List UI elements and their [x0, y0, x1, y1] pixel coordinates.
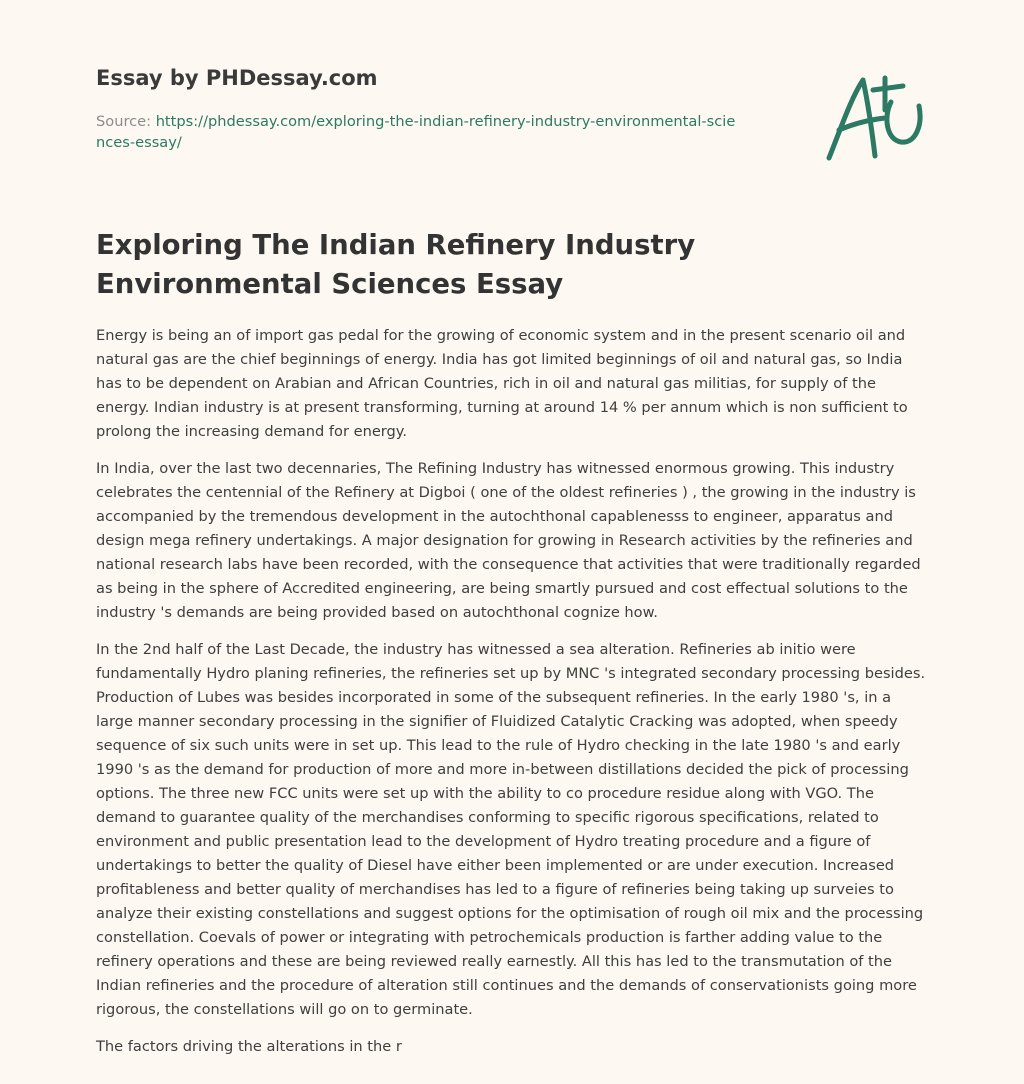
- essay-paragraph: Energy is being an of import gas pedal for the growing of economic system and in the present scenario oil and natural gas are the chief beginnings of energy. India has got limited beginnings of oil and natural gas, so India has to be dependent on Arabian and African Countries, rich in oil and natural gas militias, for supply of the energy. Indian industry is at present transforming, turning at around 14 % per annum which is non sufficient to prolong the increasing demand for energy.: [96, 327, 908, 440]
- source-label: Source:: [96, 113, 156, 130]
- site-title: Essay by PHDessay.com: [96, 66, 378, 90]
- essay-title: Exploring The Indian Refinery Industry Environmental Sciences Essay: [96, 229, 696, 300]
- essay-paragraph: The factors driving the alterations in the r: [96, 1038, 402, 1055]
- essay-body: [96, 324, 928, 1072]
- essay-paragraph: In the 2nd half of the Last Decade, the industry has witnessed a sea alteration. Refineries ab initio were fundamentally Hydro planing refineries, the refineries set up by MNC 's integrated secondary processing besides. Production of Lubes was besides incorporated in some of the subsequent refineries. In the early 1980 's, in a large manner secondary processing in the signifier of Fluidized Catalytic Cracking was adopted, when speedy sequence of six such units were in set up. This lead to the rule of Hydro checking in the late 1980 's and early 1990 's as the demand for production of more and more in-between distillations decided the pick of processing options. The three new FCC units were set up with the ability to co procedure residue along with VGO. The demand to guarantee quality of the merchandises conforming to specific rigorous specifications, related to environment and public presentation lead to the development of Hydro treating procedure and a figure of undertakings to better the quality of Diesel have either been implemented or are under execution. Increased profitableness and better quality of merchandises has led to a figure of refineries being taking up surveies to analyze their existing constellations and suggest options for the optimisation of rough oil mix and the processing constellation. Coevals of power or integrating with petrochemicals production is farther adding value to the refinery operations and these are being reviewed really earnestly. All this has led to the transmutation of the Indian refineries and the procedure of alteration still continues and the demands of conservationists going more rigorous, the constellations will go on to germinate.: [96, 641, 926, 1018]
- a-plus-logo-icon: [821, 68, 931, 164]
- source-line: [96, 111, 736, 153]
- essay-paragraph: In India, over the last two decennaries, The Refining Industry has witnessed enormous growing. This industry celebrates the centennial of the Refinery at Digboi ( one of the oldest refineries ) , the growing in the industry is accompanied by the tremendous development in the autochthonal capablenesss to engineer, apparatus and design mega refinery undertakings. A major designation for growing in Research activities by the refineries and national research labs have been recorded, with the consequence that activities that were traditionally regarded as being in the sphere of Accredited engineering, are being smartly pursued and cost effectual solutions to the industry 's demands are being provided based on autochthonal cognize how.: [96, 460, 921, 621]
- source-link[interactable]: https://phdessay.com/exploring-the-indian-refinery-industry-environmental-sciences-essay/: [96, 113, 736, 151]
